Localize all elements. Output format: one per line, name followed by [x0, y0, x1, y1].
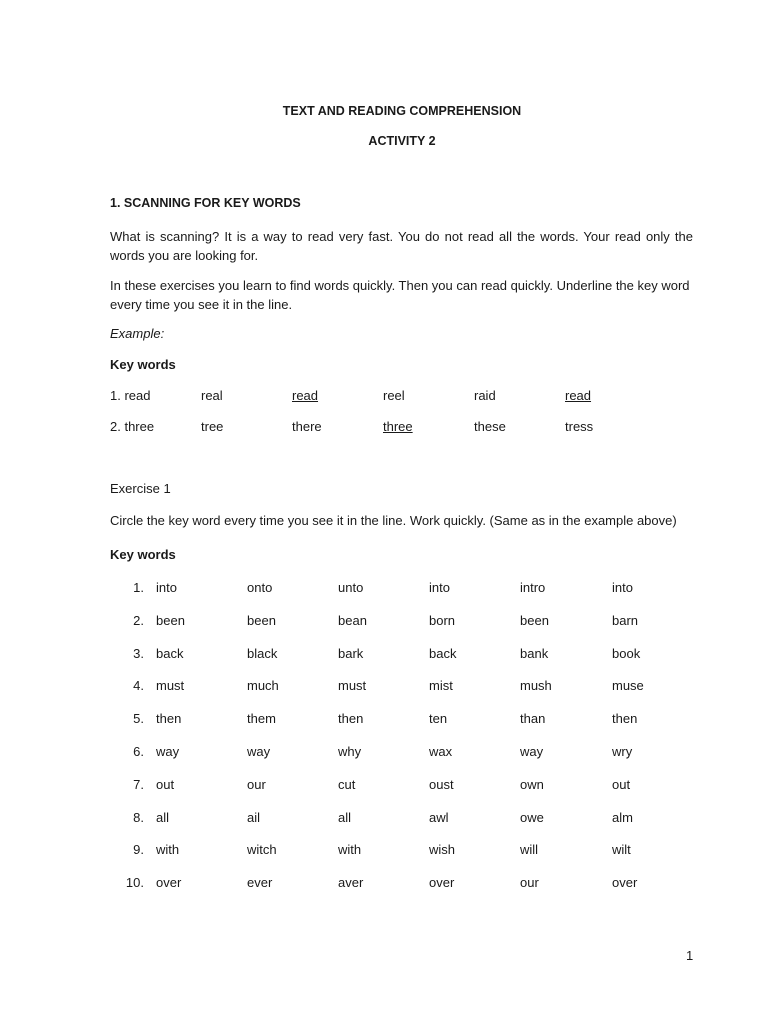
- exercise-row: [0, 613, 768, 631]
- exercise-row: [0, 777, 768, 795]
- exercise-word[interactable]: barn: [612, 613, 639, 628]
- exercise-key-word[interactable]: then: [156, 711, 182, 726]
- exercise-word[interactable]: much: [247, 678, 279, 693]
- row-number: 7.: [133, 777, 144, 792]
- exercise-word[interactable]: intro: [520, 580, 546, 595]
- exercise-word[interactable]: bank: [520, 646, 549, 661]
- exercise-word[interactable]: over: [612, 875, 638, 890]
- exercise-word[interactable]: been: [520, 613, 549, 628]
- exercise-key-word[interactable]: out: [156, 777, 175, 792]
- exercise-key-word[interactable]: must: [156, 678, 185, 693]
- exercise-word[interactable]: mist: [429, 678, 453, 693]
- exercise-row: [0, 646, 768, 664]
- exercise-row: [0, 711, 768, 729]
- section-heading: 1. SCANNING FOR KEY WORDS: [110, 196, 301, 210]
- example-key-words-label: Key words: [110, 357, 176, 372]
- exercise-key-words-label: Key words: [110, 547, 176, 562]
- exercise-row: [0, 875, 768, 893]
- exercise-word[interactable]: black: [247, 646, 278, 661]
- example-word: tress: [565, 419, 594, 434]
- exercise-word[interactable]: ten: [429, 711, 448, 726]
- exercise-instruction: Circle the key word every time you see it in the line. Work quickly. (Same as in the example above): [110, 513, 677, 528]
- exercise-word[interactable]: unto: [338, 580, 364, 595]
- exercise-word[interactable]: muse: [612, 678, 644, 693]
- row-number: 6.: [133, 744, 144, 759]
- example-key-word: 2. three: [110, 419, 155, 434]
- exercise-word[interactable]: wilt: [612, 842, 631, 857]
- exercise-word[interactable]: then: [338, 711, 364, 726]
- exercise-word[interactable]: witch: [247, 842, 277, 857]
- exercise-key-word[interactable]: with: [156, 842, 180, 857]
- exercise-word[interactable]: way: [520, 744, 544, 759]
- exercise-word[interactable]: back: [429, 646, 457, 661]
- exercise-word[interactable]: them: [247, 711, 276, 726]
- exercise-row: [0, 580, 768, 598]
- exercise-word[interactable]: bean: [338, 613, 367, 628]
- row-number: 1.: [133, 580, 144, 595]
- example-word: there: [292, 419, 322, 434]
- example-word: read: [292, 388, 319, 403]
- exercise-row: [0, 842, 768, 860]
- exercise-word[interactable]: bark: [338, 646, 364, 661]
- exercise-word[interactable]: onto: [247, 580, 273, 595]
- exercise-word[interactable]: into: [429, 580, 450, 595]
- exercise-word[interactable]: way: [247, 744, 271, 759]
- exercise-word[interactable]: must: [338, 678, 367, 693]
- exercise-word[interactable]: mush: [520, 678, 552, 693]
- exercise-word[interactable]: wry: [612, 744, 633, 759]
- exercise-word[interactable]: awl: [429, 810, 449, 825]
- example-word: read: [565, 388, 592, 403]
- row-number: 9.: [133, 842, 144, 857]
- exercise-word[interactable]: own: [520, 777, 544, 792]
- instructions-paragraph: In these exercises you learn to find words quickly. Then you can read quickly. Underline the key word every time you see it in the line.: [110, 278, 690, 312]
- exercise-key-word[interactable]: into: [156, 580, 177, 595]
- exercise-word[interactable]: will: [520, 842, 539, 857]
- example-label: Example:: [110, 326, 165, 341]
- example-word: three: [383, 419, 413, 434]
- row-number: 3.: [133, 646, 144, 661]
- document-subtitle: ACTIVITY 2: [368, 134, 436, 148]
- example-word: tree: [201, 419, 224, 434]
- exercise-row: [0, 744, 768, 762]
- exercise-word[interactable]: been: [247, 613, 276, 628]
- exercise-word[interactable]: born: [429, 613, 456, 628]
- exercise-row: [0, 678, 768, 696]
- exercise-word[interactable]: into: [612, 580, 633, 595]
- exercise-key-word[interactable]: way: [156, 744, 180, 759]
- exercise-word[interactable]: ever: [247, 875, 273, 890]
- exercise-word[interactable]: ail: [247, 810, 261, 825]
- example-word: real: [201, 388, 223, 403]
- exercise-word[interactable]: over: [429, 875, 455, 890]
- exercise-word[interactable]: owe: [520, 810, 544, 825]
- exercise-key-word[interactable]: over: [156, 875, 182, 890]
- exercise-word[interactable]: alm: [612, 810, 633, 825]
- exercise-key-word[interactable]: back: [156, 646, 184, 661]
- row-number: 5.: [133, 711, 144, 726]
- example-word: these: [474, 419, 506, 434]
- exercise-word[interactable]: our: [247, 777, 266, 792]
- intro-paragraph: What is scanning? It is a way to read very fast. You do not read all the words. Your read only the words you are looking for.: [110, 229, 693, 263]
- example-word: reel: [383, 388, 405, 403]
- exercise-label: Exercise 1: [110, 481, 171, 496]
- exercise-word[interactable]: out: [612, 777, 631, 792]
- exercise-word[interactable]: cut: [338, 777, 356, 792]
- row-number: 4.: [133, 678, 144, 693]
- exercise-key-word[interactable]: been: [156, 613, 185, 628]
- exercise-word[interactable]: all: [338, 810, 352, 825]
- example-word: raid: [474, 388, 496, 403]
- exercise-row: [0, 810, 768, 828]
- exercise-word[interactable]: aver: [338, 875, 364, 890]
- row-number: 8.: [133, 810, 144, 825]
- exercise-word[interactable]: oust: [429, 777, 454, 792]
- page-number: 1: [686, 948, 694, 963]
- exercise-word[interactable]: wax: [429, 744, 453, 759]
- exercise-key-word[interactable]: all: [156, 810, 170, 825]
- exercise-word[interactable]: than: [520, 711, 546, 726]
- row-number: 10.: [125, 875, 144, 890]
- exercise-word[interactable]: wish: [429, 842, 456, 857]
- exercise-word[interactable]: why: [338, 744, 362, 759]
- example-key-word: 1. read: [110, 388, 151, 403]
- exercise-word[interactable]: then: [612, 711, 638, 726]
- exercise-word[interactable]: with: [338, 842, 362, 857]
- exercise-word[interactable]: our: [520, 875, 539, 890]
- document-title: TEXT AND READING COMPREHENSION: [282, 104, 522, 118]
- exercise-word[interactable]: book: [612, 646, 641, 661]
- row-number: 2.: [133, 613, 144, 628]
